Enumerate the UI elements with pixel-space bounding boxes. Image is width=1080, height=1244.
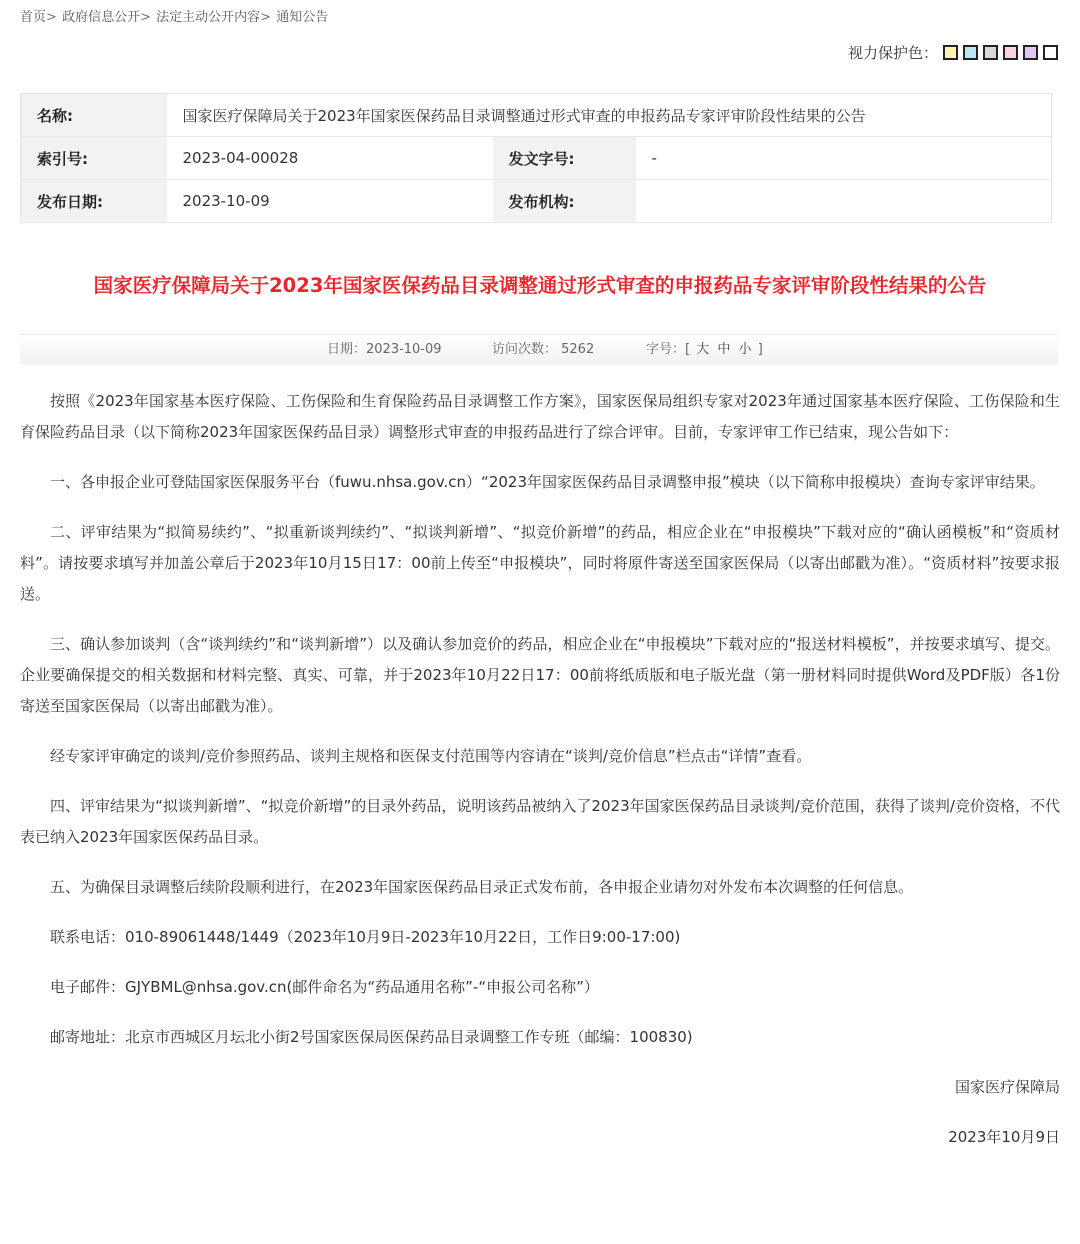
article-paragraph-4: 四、评审结果为“拟谈判新增”、“拟竞价新增”的目录外药品，说明该药品被纳入了2023年国家医保药品目录谈判/竞价范围，获得了谈判/竞价资格，不代表已纳入2023年国家医保药品目录。 xyxy=(20,797,1060,846)
breadcrumb-notice-link[interactable]: 通知公告 xyxy=(276,10,329,25)
color-swatch-white[interactable] xyxy=(1043,45,1058,60)
meta-doc-no-label: 发文字号: xyxy=(493,137,636,180)
breadcrumb-statutory-link[interactable]: 法定主动公开内容 xyxy=(156,10,261,25)
font-size-medium-button[interactable]: 中 xyxy=(717,342,731,357)
meta-doc-no-value: - xyxy=(636,137,1052,180)
meta-date-value: 2023-10-09 xyxy=(167,180,493,223)
breadcrumb-separator: > xyxy=(140,10,151,25)
font-size-small-button[interactable]: 小 xyxy=(738,342,752,357)
article-paragraph-intro: 按照《2023年国家基本医疗保险、工伤保险和生育保险药品目录调整工作方案》，国家医保局组织专家对2023年通过国家基本医疗保险、工伤保险和生育保险药品目录（以下简称2023年国家医保药品目录）调整形式审查的申报药品进行了综合评审。目前，专家评审工作已结束，现公告如下： xyxy=(20,392,1060,441)
color-swatch-gray[interactable] xyxy=(983,45,998,60)
color-swatch-purple[interactable] xyxy=(1023,45,1038,60)
color-swatch-yellow[interactable] xyxy=(943,45,958,60)
meta-org-value xyxy=(636,180,1052,223)
meta-index-value: 2023-04-00028 xyxy=(167,137,493,180)
article-date: 日期：2023-10-09 xyxy=(327,342,442,357)
font-size-selector xyxy=(646,335,763,365)
font-size-label: 字号：[ xyxy=(646,342,691,357)
eye-protection-label: 视力保护色： xyxy=(847,44,938,62)
article-visit-count: 访问次数： 5262 xyxy=(492,342,595,357)
meta-name-value: 国家医疗保障局关于2023年国家医保药品目录调整通过形式审查的申报药品专家评审阶段性结果的公告 xyxy=(167,94,1052,137)
meta-row-date xyxy=(21,180,1052,223)
signature-date: 2023年10月9日 xyxy=(948,1128,1060,1146)
article-paragraph-2: 二、评审结果为“拟简易续约”、“拟重新谈判续约”、“拟谈判新增”、“拟竞价新增”的药品，相应企业在“申报模块”下载对应的“确认函模板”和“资质材料”。请按要求填写并加盖公章后于2023年10月15日17：00前上传至“申报模块”，同时将原件寄送至国家医保局（以寄出邮戳为准）。“资质材料”按要求报送。 xyxy=(20,523,1060,603)
color-swatch-blue[interactable] xyxy=(963,45,978,60)
contact-phone: 联系电话：010-89061448/1449（2023年10月9日-2023年10月22日，工作日9:00-17:00) xyxy=(50,928,681,946)
font-size-large-button[interactable]: 大 xyxy=(696,342,710,357)
article-paragraph-5: 五、为确保目录调整后续阶段顺利进行，在2023年国家医保药品目录正式发布前，各申报企业请勿对外发布本次调整的任何信息。 xyxy=(50,878,914,896)
breadcrumb-home-link[interactable]: 首页 xyxy=(20,10,47,25)
contact-email: 电子邮件：GJYBML@nhsa.gov.cn(邮件命名为“药品通用名称”-“申报公司名称”） xyxy=(50,978,599,996)
article-body xyxy=(20,386,1060,1172)
meta-row-index xyxy=(21,137,1052,180)
article-title: 国家医疗保障局关于2023年国家医保药品目录调整通过形式审查的申报药品专家评审阶段性结果的公告 xyxy=(93,274,987,297)
meta-date-label: 发布日期: xyxy=(21,180,167,223)
breadcrumb-gov-info-link[interactable]: 政府信息公开 xyxy=(62,10,141,25)
breadcrumb xyxy=(20,6,328,25)
article-info-bar xyxy=(20,334,1058,365)
article-paragraph-reference: 经专家评审确定的谈判/竞价参照药品、谈判主规格和医保支付范围等内容请在“谈判/竞价信息”栏点击“详情”查看。 xyxy=(50,747,812,765)
meta-org-label: 发布机构: xyxy=(493,180,636,223)
meta-index-label: 索引号: xyxy=(21,137,167,180)
article-paragraph-3: 三、确认参加谈判（含“谈判续约”和“谈判新增”）以及确认参加竞价的药品，相应企业在“申报模块”下载对应的“报送材料模板”，并按要求填写、提交。企业要确保提交的相关数据和材料完整、真实、可靠，并于2023年10月22日17：00前将纸质版和电子版光盘（第一册材料同时提供Word及PDF版）各1份寄送至国家医保局（以寄出邮戳为准）。 xyxy=(20,635,1060,715)
article-paragraph-1: 一、各申报企业可登陆国家医保服务平台（fuwu.nhsa.gov.cn）“2023年国家医保药品目录调整申报”模块（以下简称申报模块）查询专家评审结果。 xyxy=(50,473,1045,491)
font-size-bracket: ] xyxy=(757,342,763,357)
document-meta-table xyxy=(20,93,1052,223)
breadcrumb-separator: > xyxy=(260,10,272,25)
contact-address: 邮寄地址：北京市西城区月坛北小街2号国家医保局医保药品目录调整工作专班（邮编：100830) xyxy=(50,1028,693,1046)
signature-org: 国家医疗保障局 xyxy=(954,1078,1060,1096)
eye-protection-selector xyxy=(848,42,1058,63)
color-swatch-pink[interactable] xyxy=(1003,45,1018,60)
breadcrumb-separator: > xyxy=(46,10,57,25)
meta-name-label: 名称: xyxy=(21,94,167,137)
meta-row-name xyxy=(21,94,1052,137)
